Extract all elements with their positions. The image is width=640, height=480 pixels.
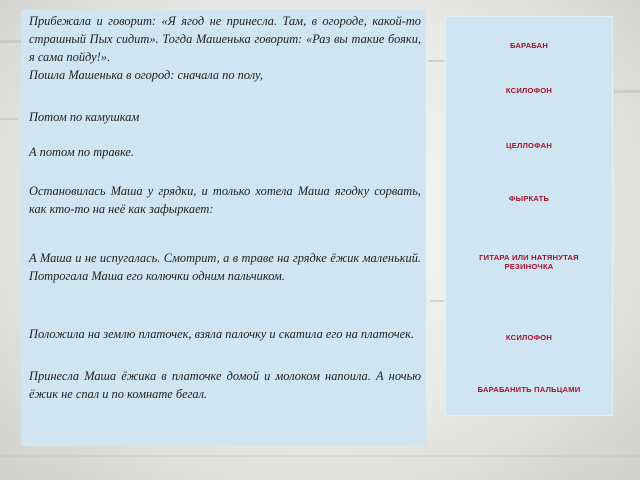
background-streak bbox=[430, 300, 444, 302]
story-paragraph-5: Остановилась Маша у грядки, и только хотела Маша ягодку сорвать, как кто-то на неё как зафыркает: bbox=[29, 184, 421, 216]
story-text-panel bbox=[21, 10, 426, 446]
background-streak bbox=[0, 40, 21, 43]
story-paragraph-7: Положила на землю платочек, взяла палочку и скатила его на платочек. bbox=[29, 327, 415, 341]
background-streak bbox=[614, 90, 640, 93]
sound-label-3: ЦЕЛЛОФАН bbox=[505, 141, 553, 150]
sound-label-5: ГИТАРА ИЛИ НАТЯНУТАЯ РЕЗИНОЧКА bbox=[479, 253, 579, 271]
story-paragraph-2: Пошла Машенька в огород: сначала по полу, bbox=[29, 68, 263, 82]
story-paragraph-4: А потом по травке. bbox=[29, 145, 135, 159]
background-streak bbox=[0, 455, 640, 457]
sound-label-4: ФЫРКАТЬ bbox=[508, 194, 550, 203]
story-paragraph-6: А Маша и не испугалась. Смотрит, а в траве на грядке ёжик маленький. Потрогала Маша его колючки одним пальчиком. bbox=[29, 251, 421, 283]
background-streak bbox=[0, 118, 18, 120]
sound-label-1: БАРАБАН bbox=[509, 41, 549, 50]
background-streak bbox=[428, 60, 444, 62]
story-paragraph-3: Потом по камушкам bbox=[29, 110, 140, 124]
sound-label-2: КСИЛОФОН bbox=[505, 86, 553, 95]
story-paragraph-1: Прибежала и говорит: «Я ягод не принесла. Там, в огороде, какой-то страшный Пых сидит». Тогда Машенька говорит: «Раз вы такие бояки, я сама пойду!». bbox=[29, 14, 421, 64]
story-paragraph-8: Принесла Маша ёжика в платочке домой и молоком напоила. А ночью ёжик не спал и по комнате бегал. bbox=[29, 369, 421, 401]
sound-label-6: КСИЛОФОН bbox=[505, 333, 553, 342]
sound-label-7: БАРАБАНИТЬ ПАЛЬЦАМИ bbox=[477, 385, 581, 394]
sound-effects-panel bbox=[446, 17, 612, 415]
